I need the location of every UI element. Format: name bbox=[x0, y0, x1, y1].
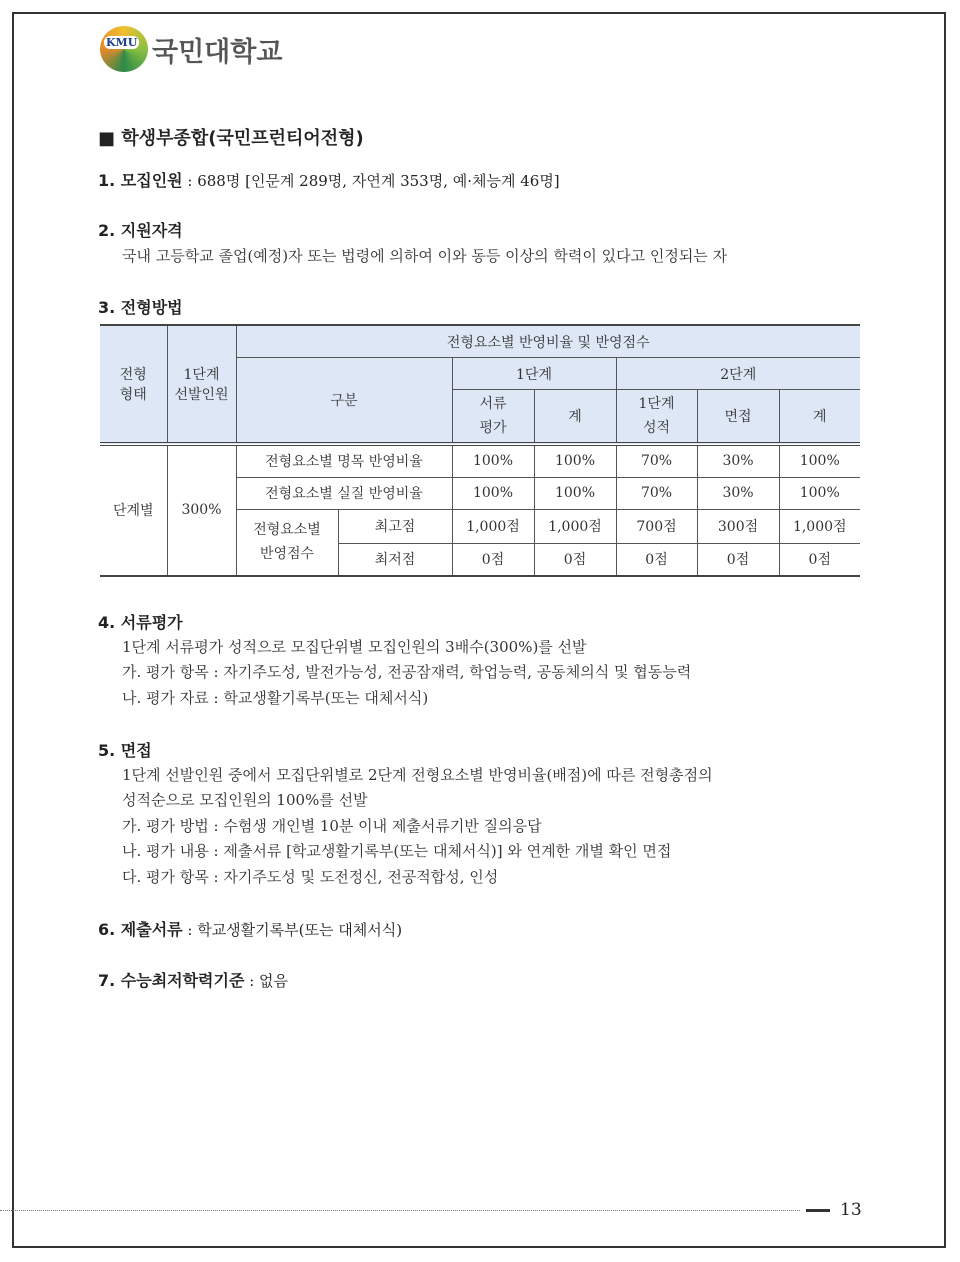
section-1-body: : 688명 [인문계 289명, 자연계 353명, 예·체능계 46명] bbox=[182, 172, 560, 190]
header-s1score: 1단계 성적 bbox=[616, 390, 697, 444]
cell: 1,000점 bbox=[452, 509, 534, 543]
section-2-body: 국내 고등학교 졸업(예정)자 또는 법령에 의하여 이와 동등 이상의 학력이 있다고 인정되는 자 bbox=[122, 247, 728, 265]
cell: 100% bbox=[534, 477, 616, 509]
header-sum2: 계 bbox=[779, 390, 860, 444]
header-type: 전형 형태 bbox=[100, 325, 167, 444]
section-3-head: 3. 전형방법 bbox=[98, 298, 183, 317]
cell: 100% bbox=[779, 477, 860, 509]
section-2-head: 2. 지원자격 bbox=[98, 221, 183, 240]
section-6-head: 6. 제출서류 bbox=[98, 920, 183, 939]
header-selection: 1단계 선발인원 bbox=[167, 325, 236, 444]
cell: 300점 bbox=[697, 509, 779, 543]
section-title: ■ 학생부종합(국민프런티어전형) bbox=[98, 128, 364, 149]
cell: 70% bbox=[616, 444, 697, 478]
section-5-line: 성적순으로 모집인원의 100%를 선발 bbox=[122, 791, 368, 809]
cell: 1,000점 bbox=[534, 509, 616, 543]
section-5-line: 나. 평가 내용 : 제출서류 [학교생활기록부(또는 대체서식)] 와 연계한 개별 확인 면접 bbox=[122, 842, 672, 860]
section-7-head: 7. 수능최저학력기준 bbox=[98, 971, 245, 990]
table-row bbox=[100, 444, 860, 478]
section-5-head: 5. 면접 bbox=[98, 741, 152, 760]
cell: 0점 bbox=[452, 543, 534, 576]
section-5-line: 가. 평가 방법 : 수험생 개인별 10분 이내 제출서류기반 질의응답 bbox=[122, 817, 542, 835]
cell: 30% bbox=[697, 477, 779, 509]
header-stage1: 1단계 bbox=[452, 358, 616, 390]
footer-dash bbox=[806, 1209, 830, 1212]
row-group-label: 전형요소별 반영점수 bbox=[236, 509, 338, 576]
section-7 bbox=[98, 968, 288, 991]
row-label: 전형요소별 명목 반영비율 bbox=[236, 444, 452, 478]
section-4-line: 나. 평가 자료 : 학교생활기록부(또는 대체서식) bbox=[122, 689, 429, 707]
section-5-line: 1단계 선발인원 중에서 모집단위별로 2단계 전형요소별 반영비율(배점)에 따른 전형총점의 bbox=[122, 766, 713, 784]
university-logo bbox=[100, 26, 282, 72]
logo-name: 국민대학교 bbox=[152, 36, 283, 68]
section-7-body: : 없음 bbox=[244, 972, 289, 990]
section-5-line: 다. 평가 항목 : 자기주도성 및 도전정신, 전공적합성, 인성 bbox=[122, 868, 499, 886]
section-1 bbox=[98, 168, 560, 191]
section-4-head: 4. 서류평가 bbox=[98, 613, 183, 632]
row-label: 최고점 bbox=[338, 509, 452, 543]
section-6-body: : 학교생활기록부(또는 대체서식) bbox=[182, 921, 403, 939]
header-main: 전형요소별 반영비율 및 반영점수 bbox=[236, 325, 860, 358]
section-1-head: 1. 모집인원 bbox=[98, 171, 183, 190]
cell: 0점 bbox=[534, 543, 616, 576]
header-gubun: 구분 bbox=[236, 358, 452, 444]
header-doc: 서류 평가 bbox=[452, 390, 534, 444]
page-number: 13 bbox=[840, 1200, 862, 1220]
cell: 0점 bbox=[779, 543, 860, 576]
cell: 0점 bbox=[616, 543, 697, 576]
selection-cell: 300% bbox=[167, 444, 236, 577]
cell: 70% bbox=[616, 477, 697, 509]
type-cell: 단계별 bbox=[100, 444, 167, 577]
header-interview: 면접 bbox=[697, 390, 779, 444]
cell: 0점 bbox=[697, 543, 779, 576]
row-label: 전형요소별 실질 반영비율 bbox=[236, 477, 452, 509]
cell: 700점 bbox=[616, 509, 697, 543]
cell: 1,000점 bbox=[779, 509, 860, 543]
cell: 30% bbox=[697, 444, 779, 478]
section-4-line: 가. 평가 항목 : 자기주도성, 발전가능성, 전공잠재력, 학업능력, 공동체의식 및 협동능력 bbox=[122, 663, 692, 681]
selection-method-table bbox=[100, 324, 860, 577]
header-stage2: 2단계 bbox=[616, 358, 860, 390]
kmu-emblem-icon: KMU bbox=[100, 26, 148, 72]
row-label: 최저점 bbox=[338, 543, 452, 576]
cell: 100% bbox=[452, 477, 534, 509]
cell: 100% bbox=[779, 444, 860, 478]
footer-dotted-line bbox=[0, 1210, 800, 1211]
header-sum1: 계 bbox=[534, 390, 616, 444]
section-4-line: 1단계 서류평가 성적으로 모집단위별 모집인원의 3배수(300%)를 선발 bbox=[122, 638, 587, 656]
cell: 100% bbox=[452, 444, 534, 478]
section-6 bbox=[98, 917, 402, 940]
cell: 100% bbox=[534, 444, 616, 478]
